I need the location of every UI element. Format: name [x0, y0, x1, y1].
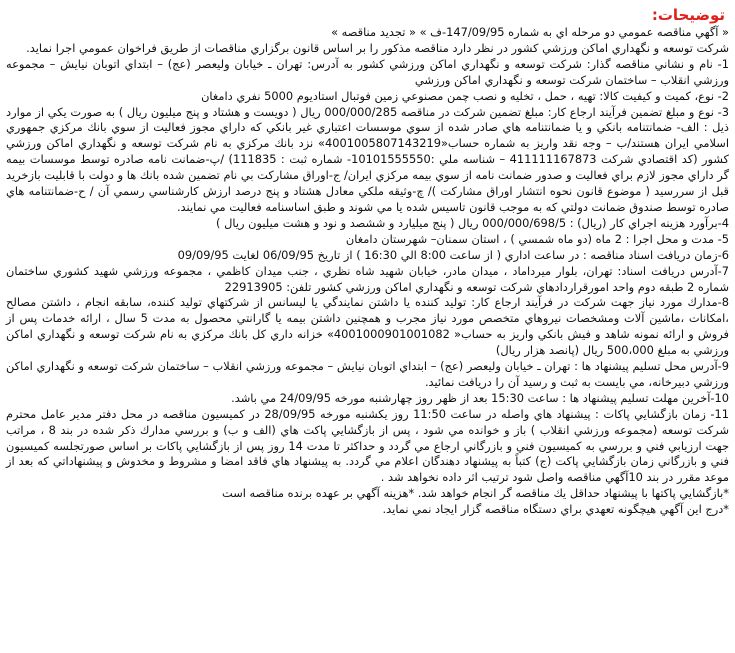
- notice-title-line: « آگهي مناقصه عمومي دو مرحله اي به شماره 147/09/95-ف » « تجديد مناقصه »: [331, 25, 729, 39]
- item-5-duration-location: 5- مدت و محل اجرا : 2 ماه (دو ماه شمسي ) ، استان سمنان– شهرستان دامغان: [345, 231, 729, 246]
- notice-intro: شركت توسعه و نگهداري اماكن ورزشي كشور در نظر دارد مناقصه مذكور را بر اساس قانون برگزاري مناقصات از طريق فراخوان عمومي اجرا نمايد.: [26, 40, 729, 55]
- item-4-cost-estimate: 4-برآورد هزينه اجراي كار (ريال) : 000/000/698/5 ريال ( پنج ميليارد و ششصد و نود و هشت ميليون ريال ): [216, 215, 729, 230]
- notice-heading: توضیحات:: [651, 6, 725, 24]
- item-10-deadline: 10-آخرين مهلت تسليم پيشنهاد ها : ساعت 15:30 بعد از ظهر روز چهارشنبه مورخه 24/09/95 مي باشد.: [231, 390, 729, 405]
- item-7-document-address: 7-آدرس دريافت اسناد: تهران، بلوار ميرداماد ، ميدان مادر، خيابان شهيد شاه نظري ، جنب ميدان كاظمي ، مجموعه ورزشي شهيد كشوري ساختمان شماره 2 طبقه دوم واحد امورقراردادهاي شركت توسعه و نگهداري اماكن ورزشي كشور تلفن: 22913905: [6, 263, 729, 294]
- item-11-opening-time: 11- زمان بازگشايي پاكات : پيشنهاد هاي واصله در ساعت 11:50 روز يكشنبه مورخه 28/09/95 در كميسيون مناقصه در محل دفتر مدير عامل محترم شركت توسعه (مجموعه ورزشي انقلاب ) باز و خوانده مي شود ، پس از بازگشايي پاكت هاي (الف و ب) و بررسي مدارك ذكر شده در بند 8 ، مراتب جهت ارزيابي فني و بررسي به كميسيون فني و بازرگاني ارجاع مي گردد و حداكثر تا مدت 14 روز پس از بازگشايي پاكات بر اساس صورتجلسه كميسيون فني و بازرگاني زمان بازگشايي پاكت (ج) كتباً به پيشنهاد دهندگان اعلام مي گردد. به پيشنهاد هاي فاقد امضا و مشروط و مخدوش و پيشنهاداتي كه بعد از موعد مقرر در بند 10آگهي مناقصه واصل شود ترتيب اثر داده نخواهد شد .: [6, 406, 729, 485]
- item-1-tender-organizer: 1- نام و نشاني مناقصه گذار: شركت توسعه و نگهداري اماكن ورزشي كشور به آدرس: تهران ـ خيابان وليعصر (عج) – ابتداي اتوبان نيايش – مجموعه ورزشي انقلاب – ساختمان شركت توسعه و نگهداري اماكن ورزشي: [6, 56, 729, 87]
- item-3-guarantee: 3- نوع و مبلغ تضمين فرآيند ارجاع كار: مبلغ تضمين شركت در مناقصه 000/000/285 ريال ( دويست و هشتاد و پنج ميليون ريال ) به صورت يكي از موارد ذيل : الف- ضمانتنامه بانكي و يا ضمانتنامه هاي صادر شده از سوي موسسات اعتباري غير بانكي كه داراي مجوز فعاليت از سوي بانك مركزي جمهوري اسلامي ايران هستند/ب – وجه نقد واريز به شماره حساب«4001005807143219» نزد بانك مركزي به نام شركت توسعه و نگهداري اماكن ورزشي كشور (كد اقتصادي شركت 411111167873 – شناسه ملي :10101555550- شماره ثبت : 111835) /پ-ضمانت نامه صادره توسط موسسات بيمه گر داراي مجوز لازم براي فعاليت و صدور ضمانت نامه از سوي بيمه مركزي ايران/ ج-اوراق مشاركت بي نام تضمين شده بانك ها و دولت با قابليت بازخريد قبل از سررسيد ( موضوع قانون نحوه انتشار اوراق مشاركت )/ چ-وثيقه ملكي معادل هشتاد و پنج درصد ارزش كارشناسي رسمي آن / ح-ضمانتنامه هاي صادره توسط صندوق ضمانت دولتي كه به موجب قانون تاسيس شده يا مي شوند و طبق اساسنامه فعاليت مي نمايند.: [6, 104, 729, 214]
- item-2-goods: 2- نوع، كميت و كيفيت كالا: تهيه ، حمل ، تخليه و نصب چمن مصنوعي زمين فوتبال استاديوم 5000 نفري دامغان: [201, 88, 729, 103]
- notice-body: [6, 25, 729, 518]
- note-opening-and-cost: *بازگشايي پاكتها با پيشنهاد حداقل يك مناقصه گر انجام خواهد شد. *هزينه آگهي بر عهده برنده مناقصه است: [222, 486, 729, 501]
- note-no-obligation: *درج اين آگهي هيچگونه تعهدي براي دستگاه مناقصه گزار ايجاد نمي نمايد.: [382, 502, 729, 517]
- item-8-required-documents: 8-مدارك مورد نياز جهت شركت در فرآيند ارجاع كار: توليد كننده يا داشتن نمايندگي يا ليسانس از شركتهاي توليد كننده، سابقه انجام ، داشتن مصالح ،امكانات ،ماشين آلات ومشخصات نيروهاي متخصص مورد نياز مجرب و همچنين داشتن بيمه يا گارانتي محصول به مدت 5 سال ، ارائه خدمات پس از فروش و ارائه نمونه شاهد و فيش بانكي واريز به حساب« 4001000901001082» خزانه داري كل بانك مركزي به نام شركت توسعه و نگهداري اماكن ورزشي به مبلغ 500،000 ريال (پانصد هزار ريال): [6, 295, 729, 358]
- item-9-submission-address: 9-آدرس محل تسليم پيشنهاد ها : تهران ـ خيابان وليعصر (عج) – ابتداي اتوبان نيايش – مجموعه ورزشي انقلاب – ساختمان شركت توسعه و نگهداري اماكن ورزشي دبيرخانه، مي بايست به ثبت و رسيد آن را دريافت نمائيد.: [6, 359, 729, 389]
- item-6-document-time: 6-زمان دريافت اسناد مناقصه : در ساعت اداري ( از ساعت 8:00 الي 16:30 ) از تاريخ 06/09/95 لغايت 09/09/95: [177, 247, 729, 262]
